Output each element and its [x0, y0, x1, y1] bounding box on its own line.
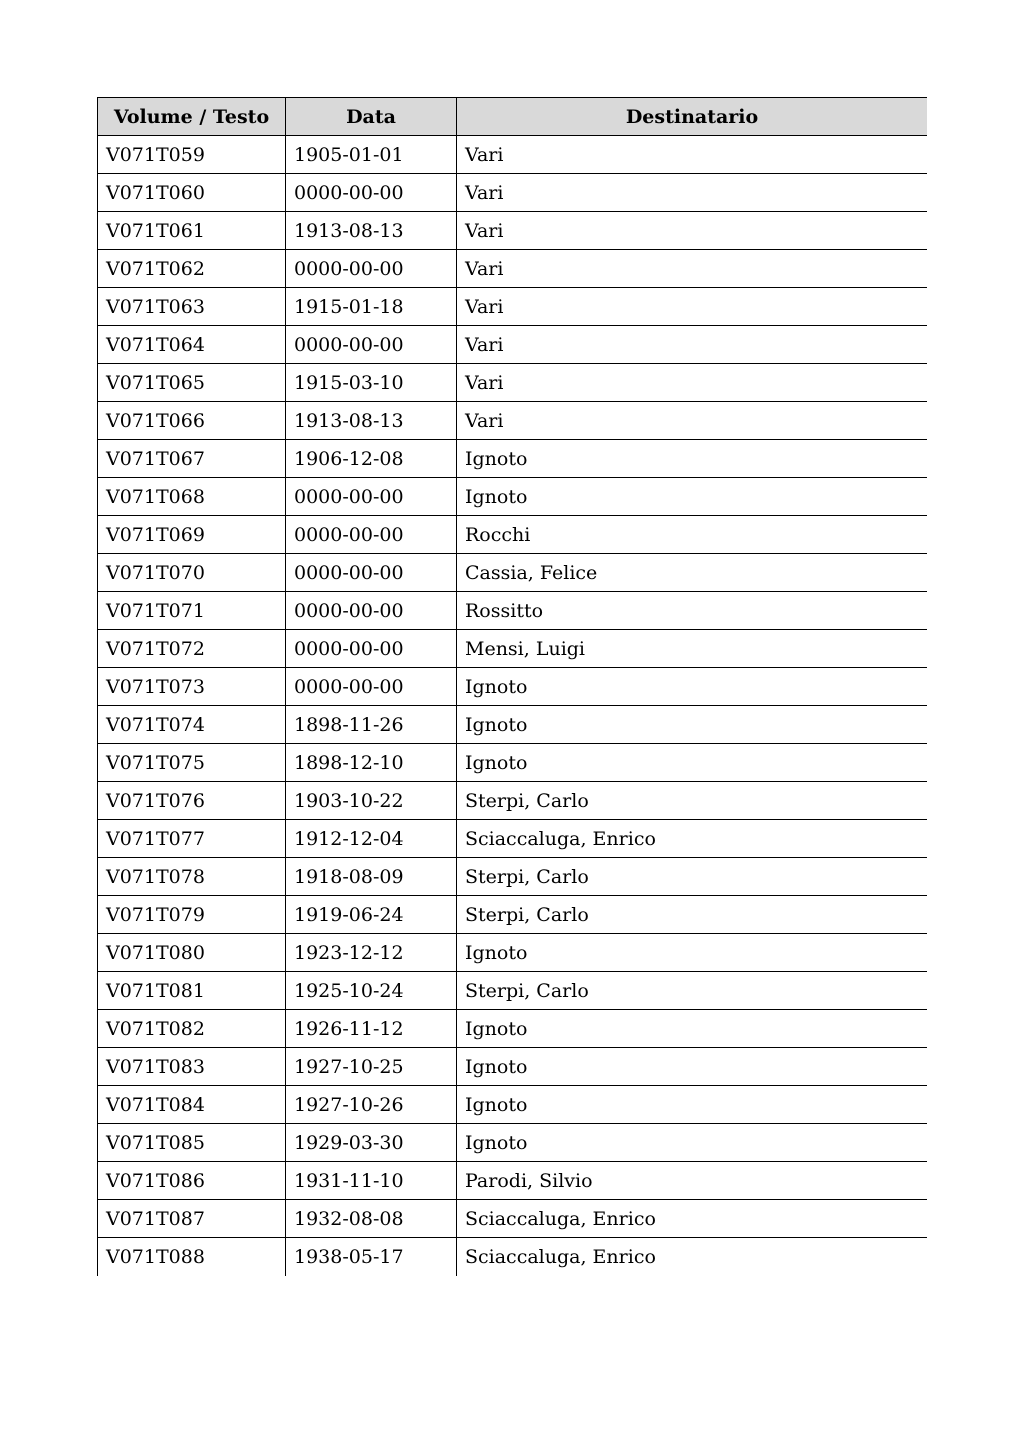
table-container — [97, 97, 927, 1312]
table-row — [98, 364, 928, 402]
cell-volume-testo: V071T074 — [98, 706, 286, 744]
table-body — [98, 136, 928, 1276]
table-row — [98, 440, 928, 478]
cell-data: 1927-10-25 — [286, 1048, 457, 1086]
cell-data: 0000-00-00 — [286, 250, 457, 288]
cell-volume-testo: V071T071 — [98, 592, 286, 630]
cell-destinatario: Ignoto — [457, 1010, 928, 1048]
cell-data: 1923-12-12 — [286, 934, 457, 972]
cell-data: 1915-03-10 — [286, 364, 457, 402]
cell-volume-testo: V071T088 — [98, 1238, 286, 1276]
cell-data: 0000-00-00 — [286, 554, 457, 592]
cell-destinatario: Sterpi, Carlo — [457, 858, 928, 896]
cell-volume-testo: V071T082 — [98, 1010, 286, 1048]
cell-destinatario: Vari — [457, 288, 928, 326]
cell-destinatario: Rocchi — [457, 516, 928, 554]
cell-destinatario: Rossitto — [457, 592, 928, 630]
cell-data: 1931-11-10 — [286, 1162, 457, 1200]
cell-destinatario: Cassia, Felice — [457, 554, 928, 592]
table-row — [98, 706, 928, 744]
cell-volume-testo: V071T085 — [98, 1124, 286, 1162]
table-row — [98, 782, 928, 820]
cell-destinatario: Ignoto — [457, 1124, 928, 1162]
cell-data: 1906-12-08 — [286, 440, 457, 478]
cell-data: 1903-10-22 — [286, 782, 457, 820]
cell-volume-testo: V071T083 — [98, 1048, 286, 1086]
table-row — [98, 896, 928, 934]
table-row — [98, 1200, 928, 1238]
cell-destinatario: Vari — [457, 364, 928, 402]
cell-destinatario: Ignoto — [457, 440, 928, 478]
table-row — [98, 668, 928, 706]
cell-data: 1932-08-08 — [286, 1200, 457, 1238]
cell-data: 1925-10-24 — [286, 972, 457, 1010]
cell-volume-testo: V071T084 — [98, 1086, 286, 1124]
cell-volume-testo: V071T063 — [98, 288, 286, 326]
cell-data: 0000-00-00 — [286, 592, 457, 630]
table-row — [98, 1124, 928, 1162]
cell-destinatario: Sterpi, Carlo — [457, 972, 928, 1010]
cell-data: 0000-00-00 — [286, 630, 457, 668]
cell-destinatario: Sciaccaluga, Enrico — [457, 1238, 928, 1276]
cell-volume-testo: V071T065 — [98, 364, 286, 402]
cell-data: 0000-00-00 — [286, 668, 457, 706]
table-row — [98, 858, 928, 896]
cell-volume-testo: V071T068 — [98, 478, 286, 516]
cell-volume-testo: V071T086 — [98, 1162, 286, 1200]
table-row — [98, 972, 928, 1010]
column-header-data: Data — [286, 98, 457, 136]
cell-destinatario: Sciaccaluga, Enrico — [457, 1200, 928, 1238]
cell-destinatario: Ignoto — [457, 1086, 928, 1124]
cell-volume-testo: V071T087 — [98, 1200, 286, 1238]
cell-volume-testo: V071T069 — [98, 516, 286, 554]
cell-data: 1913-08-13 — [286, 212, 457, 250]
cell-volume-testo: V071T072 — [98, 630, 286, 668]
cell-volume-testo: V071T059 — [98, 136, 286, 174]
table-row — [98, 478, 928, 516]
cell-destinatario: Sterpi, Carlo — [457, 782, 928, 820]
table-row — [98, 1010, 928, 1048]
table-row — [98, 136, 928, 174]
cell-destinatario: Ignoto — [457, 706, 928, 744]
table-row — [98, 820, 928, 858]
table-row — [98, 516, 928, 554]
cell-volume-testo: V071T073 — [98, 668, 286, 706]
table-row — [98, 1162, 928, 1200]
cell-destinatario: Ignoto — [457, 478, 928, 516]
table-row — [98, 592, 928, 630]
cell-destinatario: Parodi, Silvio — [457, 1162, 928, 1200]
table-row — [98, 402, 928, 440]
cell-volume-testo: V071T078 — [98, 858, 286, 896]
cell-data: 1918-08-09 — [286, 858, 457, 896]
cell-volume-testo: V071T062 — [98, 250, 286, 288]
table-row — [98, 554, 928, 592]
cell-volume-testo: V071T079 — [98, 896, 286, 934]
table-row — [98, 744, 928, 782]
cell-data: 1929-03-30 — [286, 1124, 457, 1162]
records-table — [97, 97, 927, 1276]
cell-volume-testo: V071T064 — [98, 326, 286, 364]
cell-destinatario: Vari — [457, 402, 928, 440]
table-row — [98, 1238, 928, 1276]
column-header-volume-testo: Volume / Testo — [98, 98, 286, 136]
cell-data: 1898-12-10 — [286, 744, 457, 782]
cell-volume-testo: V071T070 — [98, 554, 286, 592]
cell-volume-testo: V071T066 — [98, 402, 286, 440]
cell-volume-testo: V071T077 — [98, 820, 286, 858]
cell-destinatario: Ignoto — [457, 1048, 928, 1086]
table-header-row — [98, 98, 928, 136]
table-row — [98, 212, 928, 250]
cell-destinatario: Mensi, Luigi — [457, 630, 928, 668]
cell-volume-testo: V071T076 — [98, 782, 286, 820]
table-row — [98, 934, 928, 972]
table-row — [98, 630, 928, 668]
cell-volume-testo: V071T075 — [98, 744, 286, 782]
cell-data: 0000-00-00 — [286, 326, 457, 364]
cell-data: 1938-05-17 — [286, 1238, 457, 1276]
table-row — [98, 1048, 928, 1086]
cell-data: 1913-08-13 — [286, 402, 457, 440]
table-row — [98, 288, 928, 326]
cell-data: 1905-01-01 — [286, 136, 457, 174]
cell-data: 1926-11-12 — [286, 1010, 457, 1048]
table-row — [98, 174, 928, 212]
cell-volume-testo: V071T080 — [98, 934, 286, 972]
cell-destinatario: Ignoto — [457, 668, 928, 706]
cell-volume-testo: V071T067 — [98, 440, 286, 478]
cell-destinatario: Vari — [457, 326, 928, 364]
cell-destinatario: Vari — [457, 174, 928, 212]
cell-volume-testo: V071T061 — [98, 212, 286, 250]
cell-destinatario: Vari — [457, 212, 928, 250]
cell-destinatario: Vari — [457, 136, 928, 174]
cell-data: 1919-06-24 — [286, 896, 457, 934]
cell-data: 1927-10-26 — [286, 1086, 457, 1124]
table-row — [98, 250, 928, 288]
cell-data: 1915-01-18 — [286, 288, 457, 326]
cell-data: 0000-00-00 — [286, 174, 457, 212]
column-header-destinatario: Destinatario — [457, 98, 928, 136]
cell-volume-testo: V071T060 — [98, 174, 286, 212]
cell-data: 0000-00-00 — [286, 478, 457, 516]
cell-destinatario: Sciaccaluga, Enrico — [457, 820, 928, 858]
cell-volume-testo: V071T081 — [98, 972, 286, 1010]
table-row — [98, 1086, 928, 1124]
cell-destinatario: Sterpi, Carlo — [457, 896, 928, 934]
table-row — [98, 326, 928, 364]
cell-data: 1898-11-26 — [286, 706, 457, 744]
cell-data: 1912-12-04 — [286, 820, 457, 858]
cell-destinatario: Ignoto — [457, 744, 928, 782]
cell-destinatario: Vari — [457, 250, 928, 288]
cell-data: 0000-00-00 — [286, 516, 457, 554]
cell-destinatario: Ignoto — [457, 934, 928, 972]
